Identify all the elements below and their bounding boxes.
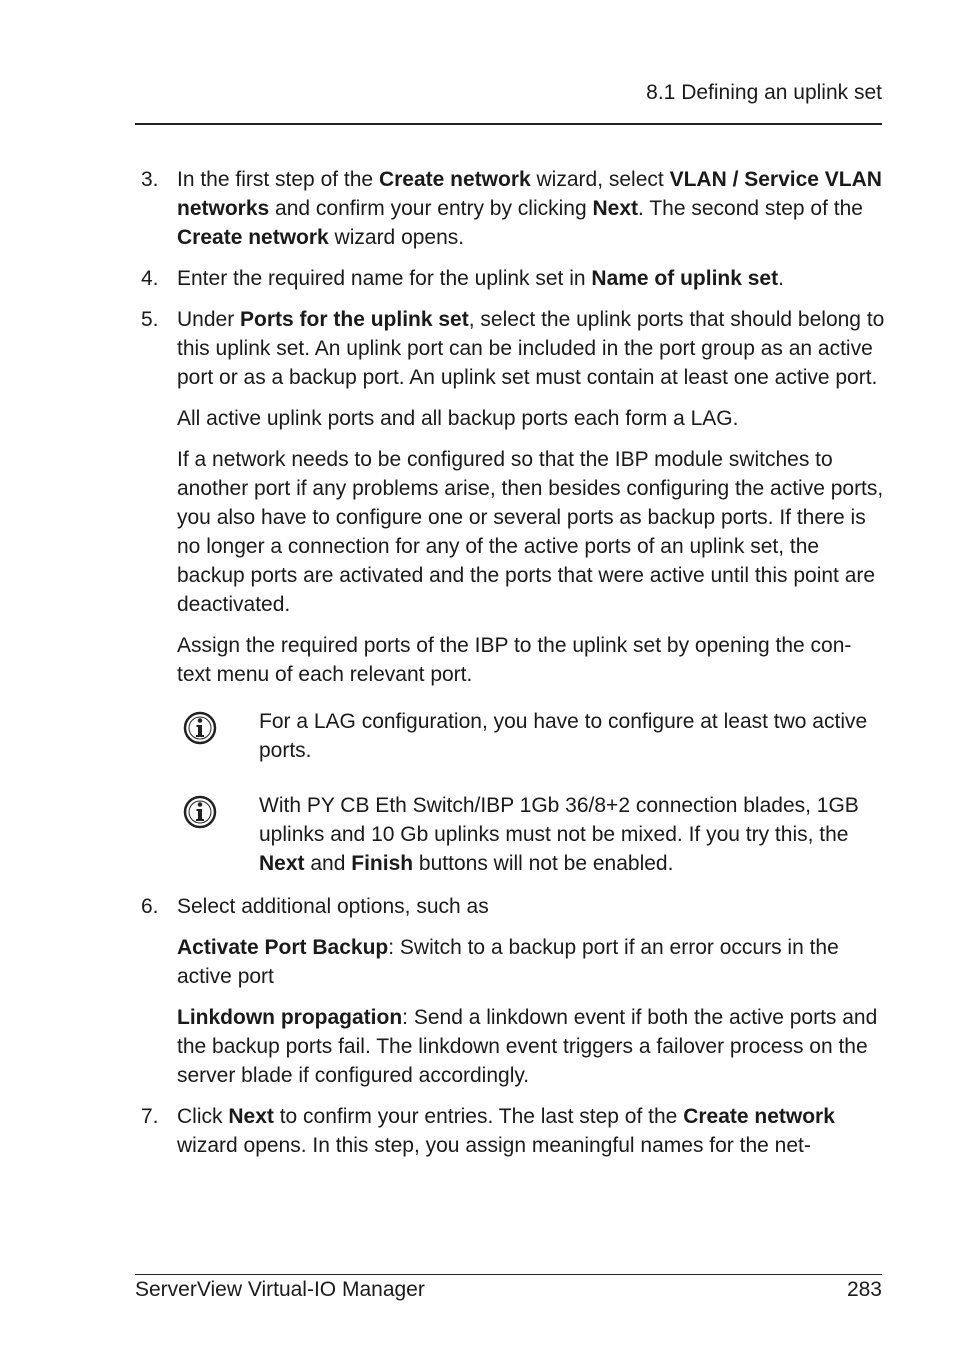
text: Select additional options, such as [177,895,489,918]
text: wizard opens. In this step, you assign meaningful names for the net- [177,1134,811,1157]
step-number: 7. [141,1105,159,1128]
option-port-backup [177,933,885,991]
info-icon [183,795,217,829]
step-6 [135,892,885,921]
step-number: 6. [141,895,159,918]
paragraph-assign: Assign the required ports of the IBP to the uplink set by opening the con-text menu of each relevant port. [177,634,852,686]
option-linkdown-propagation [177,1003,885,1090]
header-rule [135,123,882,125]
step-number: 3. [141,168,159,191]
text: and [304,852,352,875]
option-description: : Switch to a backup port if an error occurs in the active port [177,936,839,988]
text: wizard opens. [328,226,465,249]
text: Click [177,1105,229,1128]
ui-term: Create network [177,226,329,249]
running-header: 8.1 Defining an uplink set [646,81,882,104]
ui-term: Next [228,1105,274,1128]
note-lag [259,707,885,765]
text: In the first step of the [177,168,379,191]
ui-term: Create network [683,1105,835,1128]
text: With PY CB Eth Switch/IBP 1Gb 36/8+2 connection blades, 1GB uplinks and 10 Gb uplinks must not be mixed. If you try this, the [259,794,859,846]
ui-term: Name of uplink set [591,267,779,290]
text: , select the uplink ports that should belong to this uplink set. An uplink port can be included in the port group as an active port or as a backup port. An uplink set must contain at least one active port. [177,308,885,389]
footer-rule [135,1274,882,1275]
text: and confirm your entry by clicking [269,197,593,220]
text: wizard, select [530,168,670,191]
step-7 [135,1102,885,1160]
footer-product-name: ServerView Virtual-IO Manager [135,1278,425,1301]
ui-term: Finish [351,852,414,875]
ui-term: VLAN / Service VLAN networks [177,168,882,220]
paragraph-backup: If a network needs to be configured so that the IBP module switches to another port if any problems arise, then besides configuring the active ports, you also have to configure one or several ports as backup ports. If there is no longer a connection for any of the active ports of an uplink set, the backup ports are activated and the ports that were active until this point are deactivated. [177,448,884,616]
option-name: Linkdown propagation [177,1006,403,1029]
page-number: 283 [846,1278,882,1301]
text: to confirm your entries. The last step of the [273,1105,684,1128]
note-mixed-uplinks [259,791,885,878]
option-description: : Send a linkdown event if both the active ports and the backup ports fail. The linkdown event triggers a failover process on the server blade if configured accordingly. [177,1006,878,1087]
text: Enter the required name for the uplink set in [177,267,592,290]
ui-term: Create network [378,168,531,191]
ui-term: Next [592,197,639,220]
info-icon [183,711,217,745]
note-text: For a LAG configuration, you have to configure at least two active ports. [259,710,868,762]
text: . The second step of the [638,197,863,220]
text: . [778,267,784,290]
page-body [135,165,885,1172]
step-number: 4. [141,267,159,290]
step-4 [135,264,885,293]
step-3 [135,165,885,252]
ui-term: Ports for the uplink set [240,308,469,331]
text: buttons will not be enabled. [413,852,674,875]
step-5 [135,305,885,392]
paragraph-lag: All active uplink ports and all backup ports each form a LAG. [177,407,739,430]
ui-term: Next [259,852,305,875]
option-name: Activate Port Backup [177,936,389,959]
text: Under [177,308,241,331]
step-number: 5. [141,308,159,331]
